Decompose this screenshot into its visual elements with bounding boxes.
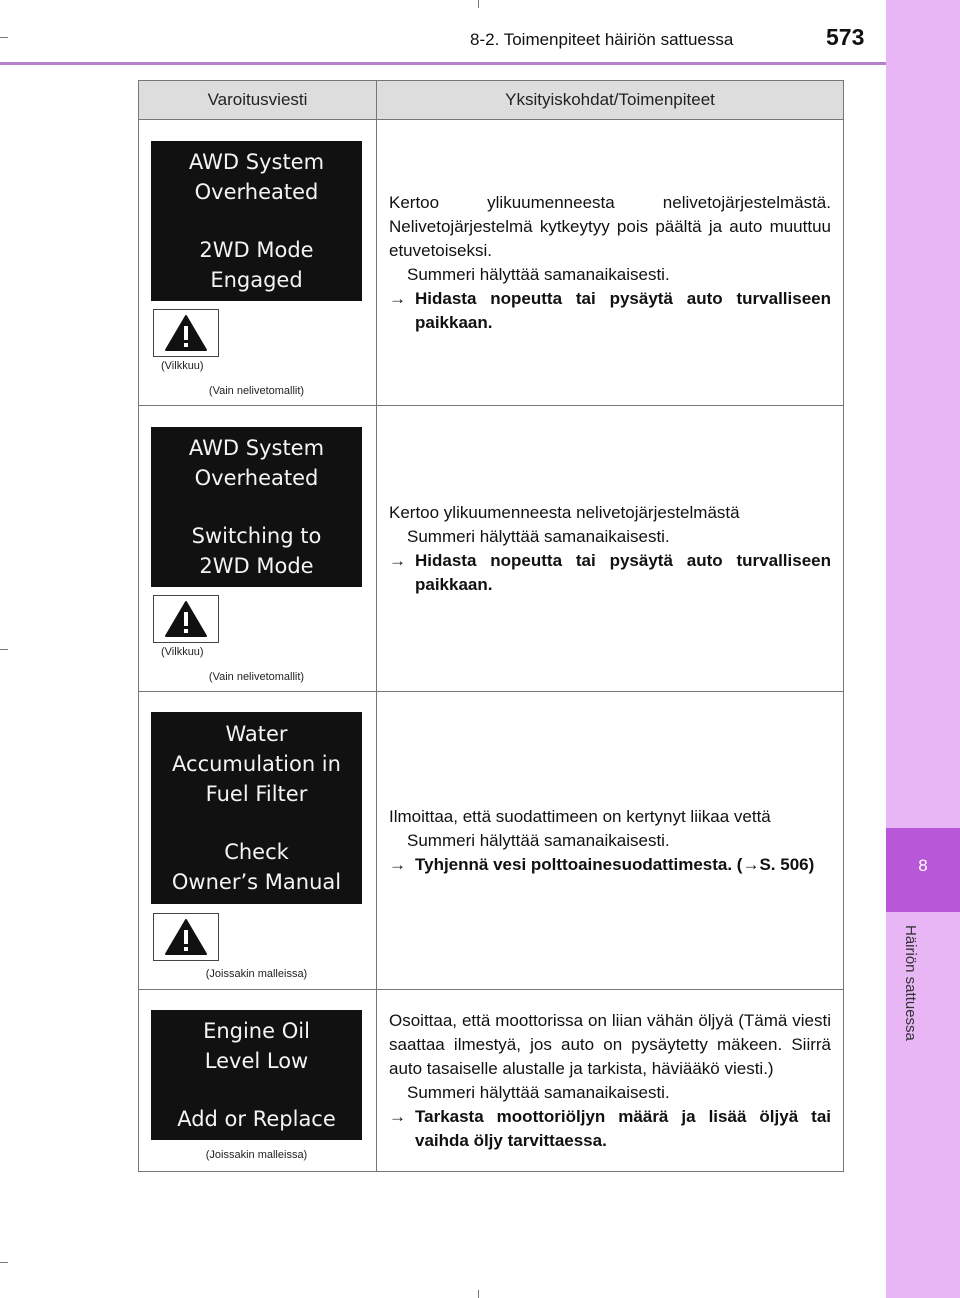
crop-mark — [478, 1290, 479, 1298]
table-row — [139, 692, 844, 990]
message-cell — [139, 692, 377, 990]
side-tab — [886, 0, 960, 1298]
screen-line: 2WD Mode — [199, 238, 314, 262]
table-header — [139, 81, 844, 120]
screen-line: Accumulation in — [172, 752, 341, 776]
screen-line: Check — [224, 840, 289, 864]
crop-mark — [0, 1262, 8, 1263]
screen-line: Engaged — [210, 268, 303, 292]
arrow-icon: → — [389, 854, 406, 874]
model-note: (Joissakin malleissa) — [205, 1149, 308, 1161]
details-cell — [377, 120, 844, 406]
details-cell — [377, 692, 844, 990]
buzzer-text: Summeri hälyttää samanaikaisesti. — [407, 830, 670, 850]
arrow-icon: → — [389, 550, 406, 570]
message-cell — [139, 990, 377, 1172]
page-number: 573 — [826, 24, 865, 50]
buzzer-text: Summeri hälyttää samanaikaisesti. — [407, 526, 670, 546]
screen-line: Switching to — [191, 524, 322, 548]
arrow-icon: → — [389, 1106, 406, 1126]
arrow-icon: → — [389, 288, 406, 308]
model-note: (Vain nelivetomallit) — [208, 671, 305, 683]
section-title: 8-2. Toimenpiteet häiriön sattuessa — [470, 30, 734, 49]
message-cell — [139, 406, 377, 692]
buzzer-text: Summeri hälyttää samanaikaisesti. — [407, 1082, 670, 1102]
crop-mark — [0, 649, 8, 650]
action-line — [389, 1105, 831, 1153]
action-line — [389, 853, 831, 877]
description-text: Osoittaa, että moottorissa on liian vähän öljyä (Tämä viesti saattaa ilmestyä, jos auto on pysäytetty mäkeen. Siirrä auto tasaiselle alustalle ja tarkista, häviääkö viesti.) — [389, 1010, 831, 1078]
header-details: Yksityiskohdat/Toimenpiteet — [377, 81, 844, 120]
description-text: Kertoo ylikuumenneesta nelivetojärjestelmästä. Nelivetojärjestelmä kytkeytyy pois päältä ja auto muuttuu etuvetoiseksi. — [389, 192, 831, 260]
display-screen — [151, 1010, 362, 1140]
header-warning-message: Varoitusviesti — [139, 81, 377, 120]
header-rule — [0, 62, 886, 65]
table-row — [139, 406, 844, 692]
display-screen — [151, 427, 362, 587]
table-row — [139, 990, 844, 1172]
warning-triangle-icon — [153, 309, 219, 357]
details-cell — [377, 990, 844, 1172]
blink-label: (Vilkkuu) — [161, 360, 204, 372]
screen-line: 2WD Mode — [199, 554, 314, 578]
crop-mark — [478, 0, 479, 8]
action-text: Hidasta nopeutta tai pysäytä auto turvalliseen paikkaan. — [415, 288, 831, 332]
chapter-number: 8 — [886, 828, 960, 912]
message-cell — [139, 120, 377, 406]
warning-triangle-icon — [153, 913, 219, 961]
blink-label: (Vilkkuu) — [161, 646, 204, 658]
description-text: Ilmoittaa, että suodattimeen on kertynyt liikaa vettä — [389, 806, 771, 826]
screen-line: Water — [225, 722, 288, 746]
details-cell — [377, 406, 844, 692]
screen-line: AWD System — [188, 436, 325, 460]
action-text: Tyhjennä vesi polttoainesuodattimesta. (→S. 506) — [415, 854, 815, 874]
screen-line: Overheated — [194, 180, 319, 204]
action-text: Tarkasta moottoriöljyn määrä ja lisää öljyä tai vaihda öljy tarvittaessa. — [415, 1106, 831, 1150]
screen-line: Add or Replace — [177, 1107, 336, 1131]
chapter-label: Häiriön sattuessa — [902, 925, 919, 1041]
screen-line: Level Low — [204, 1049, 309, 1073]
action-line — [389, 287, 831, 335]
screen-line: Owner’s Manual — [171, 870, 342, 894]
action-line — [389, 549, 831, 597]
screen-line: Overheated — [194, 466, 319, 490]
buzzer-text: Summeri hälyttää samanaikaisesti. — [407, 264, 670, 284]
crop-mark — [0, 37, 8, 38]
model-note: (Vain nelivetomallit) — [208, 385, 305, 397]
warning-triangle-icon — [153, 595, 219, 643]
action-text: Hidasta nopeutta tai pysäytä auto turvalliseen paikkaan. — [415, 550, 831, 594]
warning-table — [138, 80, 844, 1172]
display-screen — [151, 712, 362, 904]
description-text: Kertoo ylikuumenneesta nelivetojärjestelmästä — [389, 502, 740, 522]
screen-line: Fuel Filter — [205, 782, 308, 806]
table-row — [139, 120, 844, 406]
display-screen — [151, 141, 362, 301]
screen-line: AWD System — [188, 150, 325, 174]
screen-line: Engine Oil — [203, 1019, 310, 1043]
model-note: (Joissakin malleissa) — [205, 968, 308, 980]
